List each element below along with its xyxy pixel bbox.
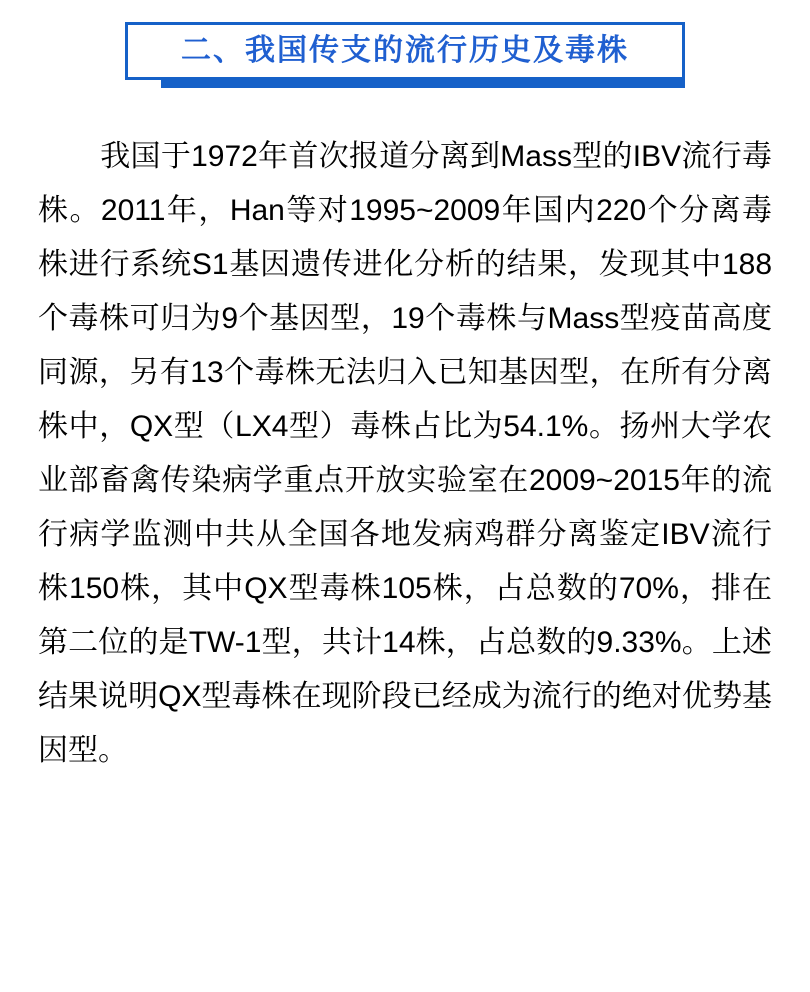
body-paragraph: 我国于1972年首次报道分离到Mass型的IBV流行毒株。2011年，Han等对1995~2009年国内220个分离毒株进行系统S1基因遗传进化分析的结果，发现其中188个毒株可归为9个基因型，19个毒株与Mass型疫苗高度同源，另有13个毒株无法归入已知基因型，在所有分离株中，QX型（LX4型）毒株占比为54.1%。扬州大学农业部畜禽传染病学重点开放实验室在2009~2015年的流行病学监测中共从全国各地发病鸡群分离鉴定IBV流行株150株，其中QX型毒株105株，占总数的70%，排在第二位的是TW-1型，共计14株，占总数的9.33%。上述结果说明QX型毒株在现阶段已经成为流行的绝对优势基因型。 bbox=[38, 140, 772, 767]
heading-box bbox=[125, 22, 685, 80]
body-paragraph-container bbox=[38, 130, 772, 778]
section-heading-block bbox=[125, 22, 685, 104]
page-title: 二、我国传支的流行历史及毒株 bbox=[181, 34, 629, 67]
document-page bbox=[0, 22, 810, 992]
